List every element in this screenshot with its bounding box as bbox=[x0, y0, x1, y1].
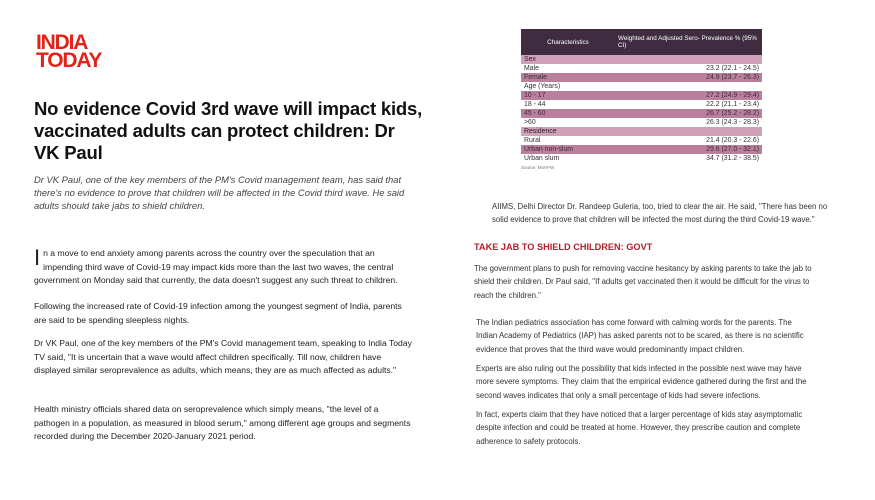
paragraph-1-text: n a move to end anxiety among parents across the country over the speculation that an impending third wave of Covid-19 may impact kids more than the last two waves, the central government on Monday said that currently, the data doesn't suggest any such threat to children. bbox=[34, 248, 398, 286]
row-label: Rural bbox=[521, 136, 615, 145]
row-value bbox=[615, 127, 762, 136]
row-label: >60 bbox=[521, 118, 615, 127]
india-today-logo[interactable] bbox=[36, 31, 116, 73]
row-value: 29.6 (27.0 - 32.1) bbox=[615, 145, 762, 154]
article-paragraph-2: Following the increased rate of Covid-19 infection among the youngest segment of India, parents are said to be spending sleepless nights. bbox=[34, 301, 402, 325]
row-value: 21.4 (20.3 - 22.6) bbox=[615, 136, 762, 145]
table-row bbox=[521, 127, 762, 136]
section-heading: TAKE JAB TO SHIELD CHILDREN: GOVT bbox=[474, 242, 653, 252]
row-value: 23.2 (22.1 - 24.5) bbox=[615, 64, 762, 73]
table-source: Source: MoHFW bbox=[521, 165, 555, 170]
table-row bbox=[521, 55, 762, 64]
table-header-row bbox=[521, 29, 762, 55]
table-row bbox=[521, 136, 762, 145]
seroprevalence-table-image bbox=[521, 29, 762, 170]
table-row bbox=[521, 145, 762, 154]
logo-line-2: TODAY bbox=[36, 49, 102, 73]
row-value: 24.9 (23.7 - 26.3) bbox=[615, 73, 762, 82]
table-row bbox=[521, 100, 762, 109]
article-headline: No evidence Covid 3rd wave will impact kids, vaccinated adults can protect children: Dr VK Paul bbox=[34, 98, 423, 164]
row-label: Residence bbox=[521, 127, 615, 136]
row-label: 10 - 17 bbox=[521, 91, 615, 100]
row-label: 18 - 44 bbox=[521, 100, 615, 109]
logo-line-1: INDIA bbox=[36, 31, 88, 54]
row-label: Sex bbox=[521, 55, 615, 64]
table-row bbox=[521, 154, 762, 163]
fact-paragraph: In fact, experts claim that they have noticed that a larger percentage of kids stay asymptomatic despite infection and could be treated at home. However, they prescribe caution and complete adherence to safety protocols. bbox=[476, 410, 803, 446]
row-label: Urban non-slum bbox=[521, 145, 615, 154]
header-characteristics: Characteristics bbox=[521, 29, 615, 55]
drop-cap: I bbox=[34, 245, 41, 270]
row-value: 26.7 (25.2 - 28.2) bbox=[615, 109, 762, 118]
table-row bbox=[521, 64, 762, 73]
row-value: 22.2 (21.1 - 23.4) bbox=[615, 100, 762, 109]
table-row bbox=[521, 109, 762, 118]
row-value: 27.2 (24.9 - 29.4) bbox=[615, 91, 762, 100]
row-value: 26.3 (24.3 - 28.3) bbox=[615, 118, 762, 127]
row-label: Female bbox=[521, 73, 615, 82]
article-summary: Dr VK Paul, one of the key members of the PM's Covid management team, has said that there's no evidence to prove that children will be affected in the Covid third wave. He said adults should take jabs to shield children. bbox=[34, 174, 405, 211]
row-value bbox=[615, 82, 762, 91]
row-label: 45 - 60 bbox=[521, 109, 615, 118]
table-row bbox=[521, 73, 762, 82]
seroprevalence-table bbox=[521, 29, 762, 163]
table-row bbox=[521, 82, 762, 91]
table-row bbox=[521, 118, 762, 127]
row-value: 34.7 (31.2 - 38.5) bbox=[615, 154, 762, 163]
header-prevalence: Weighted and Adjusted Sero- Prevalence % (95% CI) bbox=[615, 29, 762, 55]
article-paragraph-3: Dr VK Paul, one of the key members of the PM's Covid management team, speaking to India Today TV said, "It is uncertain that a wave would affect children specifically. Till now, children have displayed similar seroprevalence as adults, which means, they are as much affected as adults." bbox=[34, 338, 412, 376]
table-row bbox=[521, 91, 762, 100]
government-paragraph: The government plans to push for removing vaccine hesitancy by asking parents to take the jab to shield their children. Dr Paul said, "If adults get vaccinated then it would be difficult for the virus to reach the children." bbox=[474, 264, 812, 300]
article-paragraph-1 bbox=[34, 247, 412, 288]
article-paragraph-4: Health ministry officials shared data on seroprevalence which simply means, "the level of a pathogen in a population, as measured in blood serum," among different age groups and segments recorded during the December 2020-January 2021 period. bbox=[34, 404, 411, 442]
row-label: Male bbox=[521, 64, 615, 73]
experts-paragraph: Experts are also ruling out the possibility that kids infected in the possible next wave may have more severe symptoms. They claim that the empirical evidence gathered during the first and the second waves indicates that only a small percentage of kids had severe infections. bbox=[476, 364, 807, 400]
iap-paragraph: The Indian pediatrics association has come forward with calming words for the parents. The Indian Academy of Pediatrics (IAP) has asked parents not to be scared, as there is no scientific evidence that proves that the third wave would predominantly impact children. bbox=[476, 318, 804, 354]
aiims-paragraph: AIIMS, Delhi Director Dr. Randeep Guleria, too, tried to clear the air. He said, "There has been no solid evidence to prove that children will be infected the most during the third Covid-19 wave." bbox=[492, 202, 828, 225]
row-label: Age (Years) bbox=[521, 82, 615, 91]
row-label: Urban slum bbox=[521, 154, 615, 163]
row-value bbox=[615, 55, 762, 64]
